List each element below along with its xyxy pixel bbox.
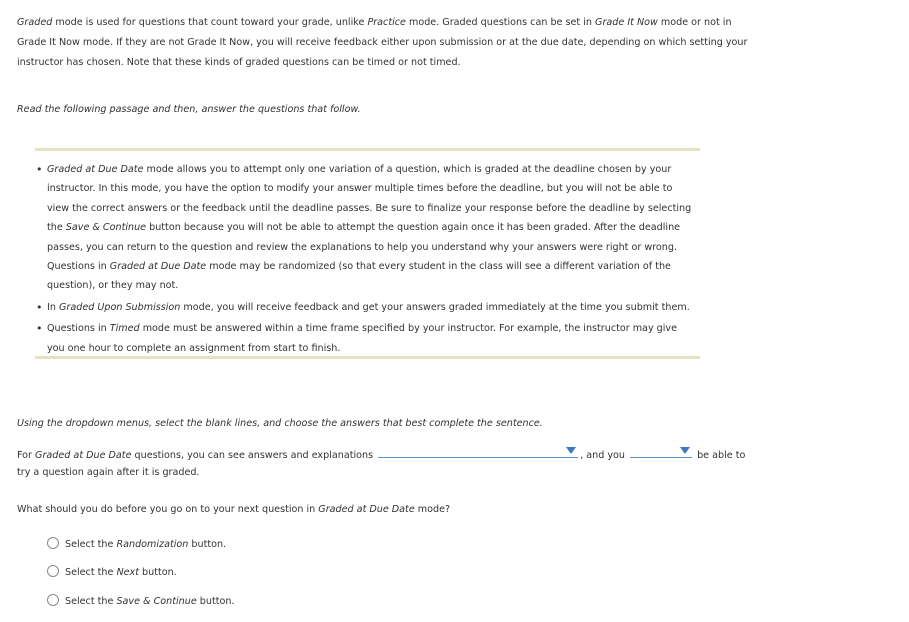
passage-list bbox=[35, 160, 700, 360]
option-text: button. bbox=[188, 539, 227, 550]
passage-text: mode, you will receive feedback and get your answers graded immediately at the time you submit them. bbox=[180, 301, 690, 313]
passage-text: mode allows you to attempt only one variation of a question, which is graded at the deadline chosen by your instructor. In this mode, you have the option to modify your answer multiple times before the deadline, but you will not be able to view the correct answers or the feedback until the deadline passes. Be sure to finalize your response before the deadline by selecting the bbox=[47, 164, 692, 234]
sentence-text: be able to bbox=[697, 450, 746, 461]
intro-grade-it-now: Grade It Now bbox=[595, 17, 658, 28]
intro-paragraph bbox=[17, 13, 757, 73]
intro-text-1: mode is used for questions that count toward your grade, unlike bbox=[52, 17, 368, 28]
radio-unselected-icon[interactable] bbox=[47, 537, 59, 549]
dropdown-instruction: Using the dropdown menus, select the blank lines, and choose the answers that best complete the sentence. bbox=[17, 418, 543, 429]
option-text: Select the bbox=[65, 539, 117, 550]
option-term: Randomization bbox=[116, 539, 189, 550]
caret-down-icon bbox=[566, 447, 576, 454]
sentence-line-1 bbox=[17, 444, 745, 464]
term-graded-at-due-date: Graded at Due Date bbox=[47, 164, 144, 175]
passage-item-text bbox=[47, 319, 697, 358]
term-graded-at-due-date: Graded at Due Date bbox=[318, 504, 415, 515]
passage-text: Questions in bbox=[47, 323, 110, 335]
option-text: button. bbox=[196, 596, 235, 607]
passage-item-graded-upon-submission bbox=[35, 298, 700, 317]
option-term: Next bbox=[116, 567, 139, 578]
term-graded-at-due-date: Graded at Due Date bbox=[109, 261, 207, 273]
radio-unselected-icon[interactable] bbox=[47, 565, 59, 577]
option-text: Select the bbox=[65, 596, 117, 607]
passage-text: In bbox=[47, 301, 59, 313]
bullet-icon: • bbox=[36, 300, 43, 314]
passage-text: mode may be randomized (so that every student in the class will see a different variation of the question), or they may not. bbox=[47, 261, 671, 292]
blank-dropdown-1[interactable] bbox=[378, 444, 578, 458]
sentence-text: For bbox=[17, 450, 36, 461]
passage-box bbox=[35, 148, 700, 359]
question-text: What should you do before you go on to your next question in bbox=[17, 504, 319, 515]
intro-text-3: mode or not in Grade It Now mode. If they are not Grade It Now, you will receive feedback either upon submission or at the due date, depending on which setting your instructor has chosen. Note that these kinds of graded questions can be timed or not timed. bbox=[17, 17, 748, 68]
option-save-continue[interactable] bbox=[47, 594, 234, 610]
bullet-icon: • bbox=[36, 322, 43, 336]
question-2-prompt bbox=[17, 500, 757, 520]
term-graded-at-due-date: Graded at Due Date bbox=[35, 450, 132, 461]
term-save-continue: Save & Continue bbox=[65, 222, 147, 234]
option-text: Select the bbox=[65, 567, 117, 578]
term-timed: Timed bbox=[109, 323, 140, 335]
intro-practice: Practice bbox=[367, 17, 406, 28]
intro-text-2: mode. Graded questions can be set in bbox=[405, 17, 596, 28]
caret-down-icon bbox=[680, 447, 690, 454]
question-text: mode? bbox=[414, 504, 451, 515]
passage-item-timed bbox=[35, 319, 700, 358]
radio-unselected-icon[interactable] bbox=[47, 594, 59, 606]
passage-text: mode must be answered within a time frame specified by your instructor. For example, the instructor may give you one hour to complete an assignment from start to finish. bbox=[47, 323, 678, 354]
bullet-icon: • bbox=[36, 163, 43, 176]
option-term: Save & Continue bbox=[116, 596, 197, 607]
term-graded-upon-submission: Graded Upon Submission bbox=[58, 301, 181, 313]
option-randomization[interactable] bbox=[47, 537, 226, 553]
passage-item-text bbox=[47, 298, 697, 317]
read-instruction: Read the following passage and then, answer the questions that follow. bbox=[17, 104, 361, 115]
sentence-text: , and you bbox=[580, 450, 625, 461]
sentence-line-2: try a question again after it is graded. bbox=[17, 467, 200, 478]
option-next[interactable] bbox=[47, 565, 177, 581]
blank-dropdown-2[interactable] bbox=[630, 444, 692, 458]
sentence-text: questions, you can see answers and explanations bbox=[131, 450, 374, 461]
passage-item-graded-at-due-date bbox=[35, 160, 700, 296]
passage-text: button because you will not be able to attempt the question again once it has been graded. After the deadline passes, you can return to the question and review the explanations to help you understand why your answers were right or wrong. Questions in bbox=[47, 222, 681, 273]
passage-item-text bbox=[47, 160, 697, 296]
intro-graded: Graded bbox=[17, 17, 53, 28]
option-text: button. bbox=[138, 567, 177, 578]
